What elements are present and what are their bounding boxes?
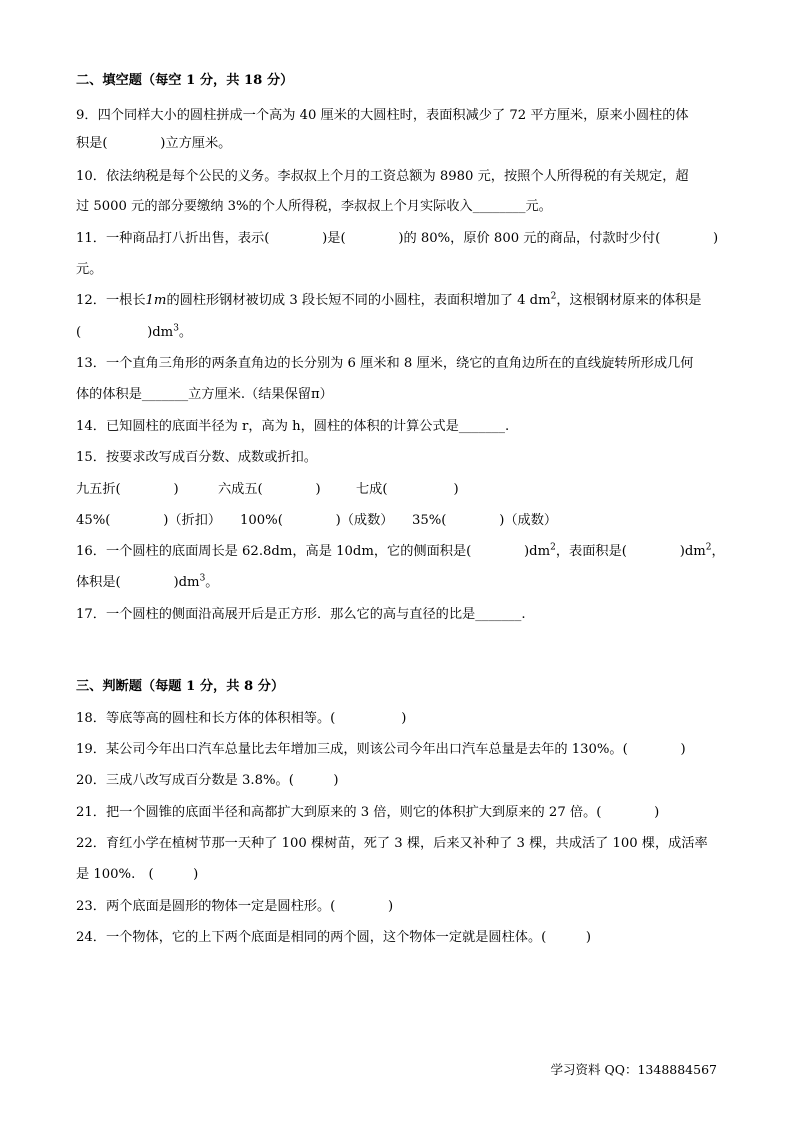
q12-line2-post: 。 <box>178 325 193 340</box>
q18: 18．等底等高的圆柱和长方体的体积相等。( ) <box>76 711 407 726</box>
q14-line1: 14．已知圆柱的底面半径为 r，高为 h，圆柱的体积的计算公式是_______. <box>76 419 510 434</box>
q16-line2-sup: 3 <box>199 573 206 584</box>
q16-line2 <box>76 574 218 592</box>
q12-line1 <box>76 292 701 310</box>
q12-line2 <box>76 324 192 342</box>
q12-line1-sup: 2 <box>550 291 557 302</box>
q21: 21．把一个圆锥的底面半径和高都扩大到原来的 3 倍，则它的体积扩大到原来的 27 倍。( ) <box>76 805 660 820</box>
q15-line1: 15．按要求改写成百分数、成数或折扣。 <box>76 450 317 465</box>
q15-row2-item2: 100%( )（成数） <box>240 513 394 528</box>
q13-line2: 体的体积是_______立方厘米.（结果保留π） <box>76 387 333 402</box>
q9-line1: 9．四个同样大小的圆柱拼成一个高为 40 厘米的大圆柱时，表面积减少了 72 平方厘米，原来小圆柱的体 <box>76 108 689 123</box>
q22-line1: 22．育红小学在植树节那一天种了 100 棵树苗，死了 3 棵，后来又补种了 3 棵，共成活了 100 棵，成活率 <box>76 836 708 851</box>
q16-line1-sup1: 2 <box>550 542 556 553</box>
q11-line1: 11．一种商品打八折出售，表示( )是( )的 80%，原价 800 元的商品，付款时少付( ) <box>76 231 719 246</box>
section3-heading: 三、判断题（每题 1 分，共 8 分） <box>76 679 285 694</box>
q11-line2: 元。 <box>76 262 103 277</box>
q12-line2-pre: ( )dm <box>76 325 174 340</box>
q22-line2: 是 100%. ( ) <box>76 867 199 882</box>
q16-line1-b: ，表面积是( )dm <box>555 544 706 559</box>
q16-line2-a: 体积是( )dm <box>76 575 200 590</box>
q13-line1: 13．一个直角三角形的两条直角边的长分别为 6 厘米和 8 厘米，绕它的直角边所在的直线旋转所形成几何 <box>76 356 694 371</box>
q16-line1-sup2: 2 <box>705 542 712 553</box>
q15-row2-item1: 45%( )（折扣） <box>76 513 222 528</box>
q20: 20．三成八改写成百分数是 3.8%。( ) <box>76 773 339 788</box>
q12-line2-sup: 3 <box>173 323 179 334</box>
q9-line2: 积是( )立方厘米。 <box>76 136 232 151</box>
q15-row1-item2: 六成五( ) <box>218 482 321 497</box>
q12-line1-post: ，这根钢材原来的体积是 <box>556 293 702 308</box>
q15-row1-item1: 九五折( ) <box>76 482 179 497</box>
q17-line1: 17．一个圆柱的侧面沿高展开后是正方形．那么它的高与直径的比是_______. <box>76 607 526 622</box>
q12-line1-mid: 的圆柱形钢材被切成 3 段长短不同的小圆柱，表面积增加了 4 dm <box>166 293 551 308</box>
q10-line1: 10．依法纳税是每个公民的义务。李叔叔上个月的工资总额为 8980 元，按照个人所得税的有关规定，超 <box>76 169 689 184</box>
q23: 23．两个底面是圆形的物体一定是圆柱形。( ) <box>76 899 394 914</box>
q15-row2-item3: 35%( )（成数） <box>412 513 558 528</box>
q24: 24．一个物体，它的上下两个底面是相同的两个圆，这个物体一定就是圆柱体。( ) <box>76 930 592 945</box>
q15-row1-item3: 七成( ) <box>356 482 459 497</box>
q16-line1-c: ， <box>711 544 725 559</box>
q19: 19．某公司今年出口汽车总量比去年增加三成，则该公司今年出口汽车总量是去年的 130%。( ) <box>76 742 686 757</box>
q12-line1-unit: 1m <box>145 293 167 308</box>
q16-line1-a: 16．一个圆柱的底面周长是 62.8dm，高是 10dm，它的侧面积是( )dm <box>76 544 551 559</box>
q12-line1-pre: 12．一根长 <box>76 293 146 308</box>
section2-heading: 二、填空题（每空 1 分，共 18 分） <box>76 73 294 88</box>
q16-line2-b: 。 <box>205 575 219 590</box>
footer-qq: 学习资料 QQ：1348884567 <box>550 1062 717 1077</box>
q16-line1 <box>76 543 725 561</box>
q10-line2: 过 5000 元的部分要缴纳 3%的个人所得税，李叔叔上个月实际收入________元。 <box>76 199 552 214</box>
